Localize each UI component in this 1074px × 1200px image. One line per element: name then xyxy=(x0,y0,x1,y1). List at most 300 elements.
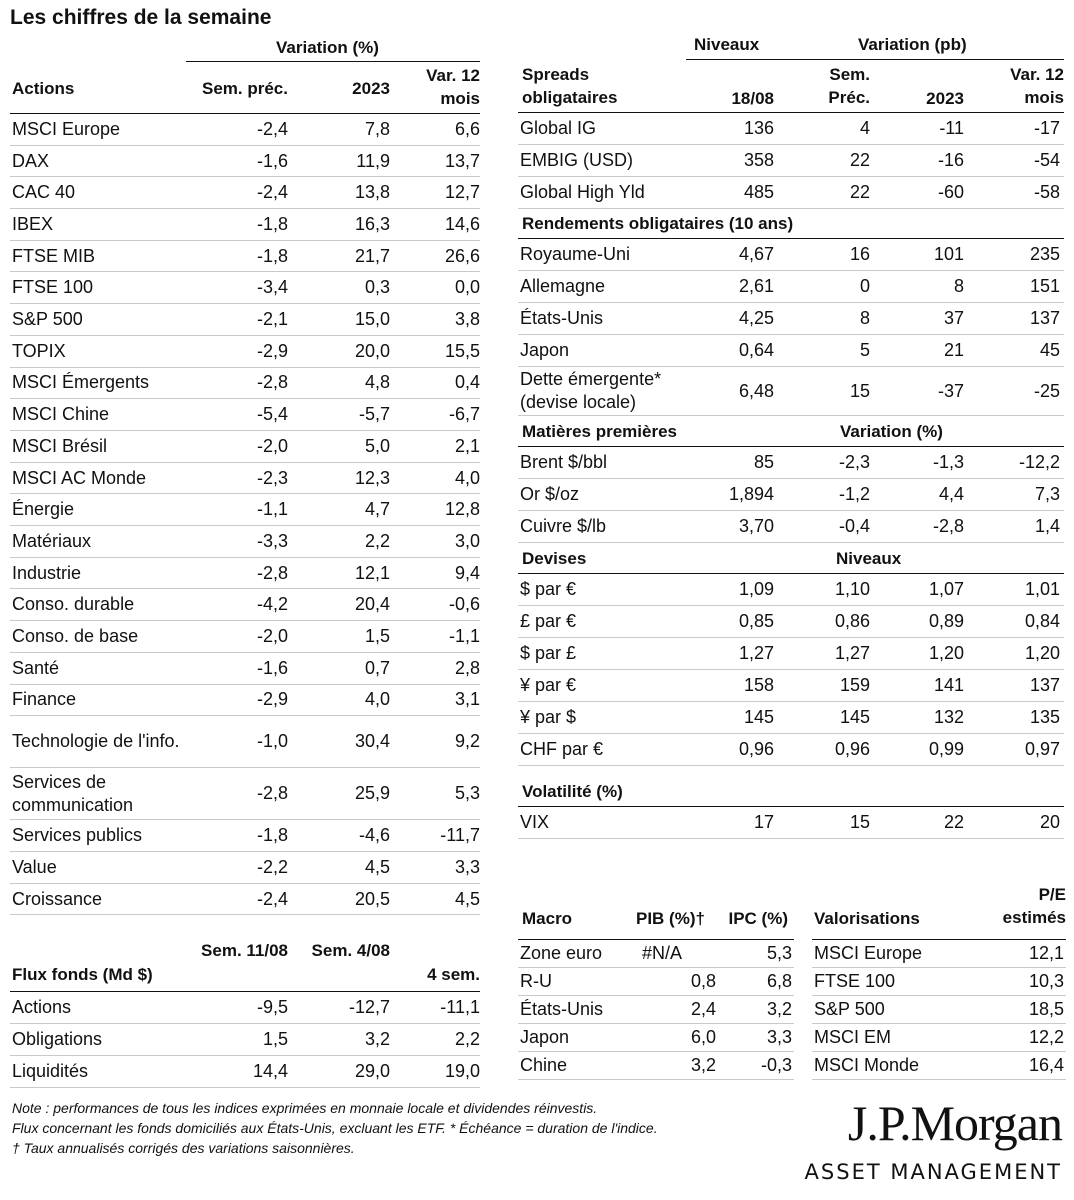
commodities-cell-ytd: 4,4 xyxy=(938,484,964,504)
equities-row xyxy=(10,820,480,852)
equities-cell-week: -1,8 xyxy=(256,213,288,234)
equities-cell-m12: -1,1 xyxy=(448,626,480,647)
commodities-cell-week: -1,2 xyxy=(838,484,870,504)
flows-cell-w2: -12,7 xyxy=(348,997,390,1017)
equities-cell-name: Énergie xyxy=(12,499,75,520)
equities-cell-week: -1,0 xyxy=(256,731,288,752)
yields-row xyxy=(518,239,1064,271)
equities-cell-m12: 12,8 xyxy=(444,499,480,520)
fx-cell-name: £ par € xyxy=(520,611,577,631)
equities-cell-name: DAX xyxy=(12,150,50,171)
valuations-cell-name: S&P 500 xyxy=(814,999,885,1019)
equities-cell-m12: 2,1 xyxy=(454,435,480,456)
vol-table xyxy=(518,807,1064,839)
yields-row xyxy=(518,335,1064,367)
equities-row xyxy=(10,768,480,820)
equities-cell-ytd: 0,3 xyxy=(364,277,390,298)
yields-cell-level: 4,25 xyxy=(738,308,774,328)
equities-cell-ytd: -5,7 xyxy=(358,404,390,425)
fx-row xyxy=(518,734,1064,766)
equities-cell-week: -2,3 xyxy=(256,467,288,488)
yields-cell-week: 15 xyxy=(849,380,870,401)
fx-cell-week: 0,86 xyxy=(834,611,870,631)
commodities-cell-level: 3,70 xyxy=(738,516,774,536)
vol-row xyxy=(518,807,1064,839)
flows-cell-w1: -9,5 xyxy=(256,997,288,1017)
fx-cell-m12: 137 xyxy=(1029,675,1060,695)
spreads-header-week: Sem. Préc. xyxy=(828,65,870,107)
flows-row xyxy=(10,1024,480,1056)
fx-cell-name: ¥ par € xyxy=(520,675,577,695)
fx-cell-week: 159 xyxy=(839,675,870,695)
yields-cell-m12: 45 xyxy=(1039,340,1060,360)
yields-cell-name: États-Unis xyxy=(520,308,604,328)
spreads-cell-name: EMBIG (USD) xyxy=(520,150,634,170)
equities-group-label: Variation (%) xyxy=(276,38,379,57)
equities-row xyxy=(10,241,480,273)
equities-cell-week: -2,9 xyxy=(256,689,288,710)
fx-levels: Niveaux xyxy=(836,549,902,568)
flows-cell-w4: 2,2 xyxy=(454,1029,480,1049)
macro-row xyxy=(518,996,794,1024)
equities-cell-name: MSCI Europe xyxy=(12,118,121,139)
fx-cell-week: 0,96 xyxy=(834,739,870,759)
equities-cell-ytd: 0,7 xyxy=(364,657,390,678)
macro-cell-cpi: 5,3 xyxy=(766,943,792,963)
macro-cell-gdp: 0,8 xyxy=(690,971,716,991)
equities-cell-m12: -6,7 xyxy=(448,404,480,425)
equities-cell-week: -2,0 xyxy=(256,435,288,456)
equities-cell-week: -2,2 xyxy=(256,856,288,877)
fx-cell-name: ¥ par $ xyxy=(520,707,577,727)
fx-table xyxy=(518,574,1064,766)
flows-header-name: Flux fonds (Md $) xyxy=(12,965,153,984)
vol-cell-name: VIX xyxy=(520,812,550,832)
spreads-row xyxy=(518,113,1064,145)
macro-cell-gdp: #N/A xyxy=(642,943,683,963)
equities-row xyxy=(10,399,480,431)
equities-cell-m12: 4,5 xyxy=(454,888,480,909)
macro-header-name: Macro xyxy=(522,909,573,928)
macro-cell-name: Japon xyxy=(520,1027,570,1047)
equities-cell-week: -2,8 xyxy=(256,562,288,583)
equities-cell-m12: 0,4 xyxy=(454,372,480,393)
yields-cell-ytd: 37 xyxy=(943,308,964,328)
macro-row xyxy=(518,940,794,968)
commodities-cell-name: Cuivre $/lb xyxy=(520,516,607,536)
valuations-cell-name: MSCI Monde xyxy=(814,1055,920,1075)
valuations-cell-name: MSCI Europe xyxy=(814,943,923,963)
commodities-cell-week: -2,3 xyxy=(838,452,870,472)
spreads-cell-ytd: -11 xyxy=(939,118,964,138)
flows-header-4w: 4 sem. xyxy=(427,965,480,984)
commodities-row xyxy=(518,479,1064,511)
equities-cell-ytd: 20,4 xyxy=(354,594,390,615)
equities-cell-week: -1,1 xyxy=(256,499,288,520)
equities-cell-ytd: 20,5 xyxy=(354,888,390,909)
yields-cell-name: Allemagne xyxy=(520,276,606,296)
flows-cell-w2: 3,2 xyxy=(364,1029,390,1049)
yields-cell-name: Dette émergente* (devise locale) xyxy=(520,369,662,412)
equities-row xyxy=(10,209,480,241)
equities-cell-m12: 4,0 xyxy=(454,467,480,488)
equities-cell-week: -2,4 xyxy=(256,118,288,139)
equities-cell-week: -1,6 xyxy=(256,150,288,171)
commodities-cell-week: -0,4 xyxy=(838,516,870,536)
page-title: Les chiffres de la semaine xyxy=(10,6,272,29)
flows-cell-w4: 19,0 xyxy=(444,1061,480,1081)
macro-header-cpi: IPC (%) xyxy=(728,909,788,928)
equities-row xyxy=(10,852,480,884)
equities-row xyxy=(10,431,480,463)
commodities-cell-ytd: -1,3 xyxy=(932,452,964,472)
vol-cell-ytd: 22 xyxy=(943,812,964,832)
equities-header-week: Sem. préc. xyxy=(202,79,288,98)
spreads-row xyxy=(518,177,1064,209)
equities-cell-week: -1,8 xyxy=(256,245,288,266)
equities-cell-week: -4,2 xyxy=(256,594,288,615)
equities-cell-name: Industrie xyxy=(12,562,82,583)
equities-cell-name: Conso. de base xyxy=(12,626,139,647)
yields-cell-ytd: -37 xyxy=(937,380,964,401)
equities-cell-ytd: 4,0 xyxy=(364,689,390,710)
equities-cell-m12: 9,4 xyxy=(454,562,480,583)
commodities-cell-m12: -12,2 xyxy=(1018,452,1060,472)
equities-cell-week: -3,3 xyxy=(256,530,288,551)
spreads-cell-m12: -58 xyxy=(1033,182,1060,202)
jpmorgan-logo-subtitle: ASSET MANAGEMENT xyxy=(804,1160,1062,1184)
macro-cell-cpi: 3,3 xyxy=(766,1027,792,1047)
equities-cell-ytd: 20,0 xyxy=(354,340,390,361)
equities-row xyxy=(10,621,480,653)
yields-cell-week: 0 xyxy=(859,276,870,296)
equities-cell-m12: -11,7 xyxy=(440,825,480,846)
equities-cell-name: TOPIX xyxy=(12,340,66,361)
fx-cell-week: 145 xyxy=(839,707,870,727)
macro-row xyxy=(518,968,794,996)
equities-row xyxy=(10,304,480,336)
yields-cell-week: 8 xyxy=(859,308,870,328)
spreads-cell-week: 4 xyxy=(859,118,870,138)
equities-row xyxy=(10,177,480,209)
yields-cell-m12: -25 xyxy=(1033,380,1060,401)
valuations-cell-name: FTSE 100 xyxy=(814,971,896,991)
macro-cell-cpi: 6,8 xyxy=(766,971,792,991)
commodities-row xyxy=(518,447,1064,479)
commodities-row xyxy=(518,511,1064,543)
fx-cell-level: 145 xyxy=(743,707,774,727)
commodities-cell-name: Brent $/bbl xyxy=(520,452,608,472)
yields-cell-level: 0,64 xyxy=(738,340,774,360)
valuations-row xyxy=(812,996,1066,1024)
equities-cell-m12: 3,8 xyxy=(454,309,480,330)
macro-header-gdp: PIB (%)† xyxy=(636,909,705,928)
spreads-cell-week: 22 xyxy=(849,150,870,170)
equities-cell-name: Croissance xyxy=(12,888,103,909)
equities-cell-week: -2,8 xyxy=(256,372,288,393)
equities-header-12m: Var. 12 mois xyxy=(426,66,480,108)
equities-cell-week: -2,0 xyxy=(256,626,288,647)
valuations-cell-pe: 10,3 xyxy=(1028,971,1064,991)
equities-cell-name: MSCI AC Monde xyxy=(12,467,147,488)
commodities-cell-level: 1,894 xyxy=(728,484,774,504)
equities-row xyxy=(10,368,480,400)
spreads-header-ytd: 2023 xyxy=(926,89,964,108)
equities-cell-ytd: 1,5 xyxy=(364,626,390,647)
flows-header-w2: Sem. 4/08 xyxy=(311,941,390,960)
macro-cell-gdp: 2,4 xyxy=(690,999,716,1019)
equities-cell-ytd: -4,6 xyxy=(358,825,390,846)
yields-row xyxy=(518,367,1064,416)
fx-cell-name: $ par € xyxy=(520,579,577,599)
spreads-cell-name: Global IG xyxy=(520,118,597,138)
equities-cell-week: -1,8 xyxy=(256,825,288,846)
equities-cell-m12: 26,6 xyxy=(444,245,480,266)
yields-cell-ytd: 21 xyxy=(943,340,964,360)
valuations-cell-name: MSCI EM xyxy=(814,1027,892,1047)
equities-cell-name: Conso. durable xyxy=(12,594,135,615)
fx-cell-ytd: 141 xyxy=(933,675,964,695)
equities-cell-m12: 3,1 xyxy=(454,689,480,710)
spreads-table xyxy=(518,113,1064,209)
equities-cell-m12: 2,8 xyxy=(454,657,480,678)
macro-cell-name: Zone euro xyxy=(520,943,603,963)
footnote-2: Flux concernant les fonds domiciliés aux États-Unis, excluant les ETF. * Échéance = duration de l'indice. xyxy=(12,1120,658,1136)
fx-cell-ytd: 132 xyxy=(933,707,964,727)
fx-cell-m12: 0,97 xyxy=(1024,739,1060,759)
equities-row xyxy=(10,526,480,558)
fx-cell-level: 0,96 xyxy=(738,739,774,759)
equities-cell-name: Santé xyxy=(12,657,60,678)
flows-cell-w1: 1,5 xyxy=(262,1029,288,1049)
flows-cell-w4: -11,1 xyxy=(440,997,480,1017)
vol-cell-m12: 20 xyxy=(1039,812,1060,832)
equities-cell-m12: 15,5 xyxy=(444,340,480,361)
equities-cell-m12: 13,7 xyxy=(444,150,480,171)
yields-cell-week: 5 xyxy=(859,340,870,360)
equities-cell-name: MSCI Chine xyxy=(12,404,110,425)
equities-cell-name: S&P 500 xyxy=(12,309,83,330)
yields-cell-ytd: 8 xyxy=(953,276,964,296)
equities-cell-name: MSCI Émergents xyxy=(12,372,150,393)
fx-cell-ytd: 1,07 xyxy=(928,579,964,599)
equities-row xyxy=(10,884,480,916)
commodities-cell-level: 85 xyxy=(753,452,774,472)
flows-row xyxy=(10,992,480,1024)
equities-cell-m12: 9,2 xyxy=(454,731,480,752)
valuations-row xyxy=(812,968,1066,996)
yields-cell-m12: 235 xyxy=(1029,244,1060,264)
fx-cell-level: 1,27 xyxy=(738,643,774,663)
fx-cell-m12: 0,84 xyxy=(1024,611,1060,631)
equities-row xyxy=(10,273,480,305)
yields-cell-ytd: 101 xyxy=(933,244,964,264)
equities-cell-ytd: 12,1 xyxy=(354,562,390,583)
valuations-row xyxy=(812,1024,1066,1052)
spreads-header-name: Spreads obligataires xyxy=(522,65,618,107)
equities-row xyxy=(10,114,480,146)
fx-cell-ytd: 1,20 xyxy=(928,643,964,663)
fx-row xyxy=(518,638,1064,670)
spreads-cell-level: 358 xyxy=(743,150,774,170)
equities-row xyxy=(10,590,480,622)
fx-cell-name: CHF par € xyxy=(520,739,604,759)
flows-header-w1: Sem. 11/08 xyxy=(201,941,288,960)
spreads-cell-ytd: -16 xyxy=(937,150,964,170)
vol-cell-level: 17 xyxy=(753,812,774,832)
equities-cell-week: -2,4 xyxy=(256,888,288,909)
equities-row xyxy=(10,494,480,526)
equities-header-name: Actions xyxy=(12,79,75,98)
equities-cell-ytd: 11,9 xyxy=(356,150,390,171)
equities-cell-name: Technologie de l'info. xyxy=(12,731,180,752)
equities-header-ytd: 2023 xyxy=(352,79,390,98)
fx-row xyxy=(518,574,1064,606)
valuations-cell-pe: 18,5 xyxy=(1028,999,1064,1019)
vol-title: Volatilité (%) xyxy=(522,782,623,801)
valuations-row xyxy=(812,1052,1066,1080)
macro-row xyxy=(518,1024,794,1052)
yields-cell-name: Japon xyxy=(520,340,570,360)
yields-row xyxy=(518,271,1064,303)
spreads-cell-ytd: -60 xyxy=(937,182,964,202)
fx-cell-m12: 135 xyxy=(1029,707,1060,727)
spreads-cell-name: Global High Yld xyxy=(520,182,645,202)
fx-cell-m12: 1,20 xyxy=(1024,643,1060,663)
spreads-header-level: 18/08 xyxy=(731,89,774,108)
flows-row xyxy=(10,1056,480,1088)
commodities-cell-ytd: -2,8 xyxy=(932,516,964,536)
macro-cell-cpi: -0,3 xyxy=(760,1055,792,1075)
yields-title: Rendements obligataires (10 ans) xyxy=(522,214,794,233)
equities-cell-m12: 3,0 xyxy=(454,530,480,551)
fx-cell-m12: 1,01 xyxy=(1024,579,1060,599)
spreads-cell-level: 136 xyxy=(743,118,774,138)
spreads-group-levels: Niveaux xyxy=(694,35,760,54)
macro-cell-name: Chine xyxy=(520,1055,568,1075)
equities-cell-name: IBEX xyxy=(12,213,54,234)
equities-row xyxy=(10,336,480,368)
equities-cell-name: Finance xyxy=(12,689,77,710)
equities-cell-ytd: 21,7 xyxy=(354,245,390,266)
fx-cell-name: $ par £ xyxy=(520,643,577,663)
equities-cell-ytd: 4,8 xyxy=(364,372,390,393)
jpmorgan-logo: J.P.Morgan xyxy=(847,1095,1062,1151)
valuations-row xyxy=(812,940,1066,968)
fx-cell-level: 158 xyxy=(743,675,774,695)
equities-cell-m12: 6,6 xyxy=(454,118,480,139)
equities-cell-ytd: 25,9 xyxy=(354,783,390,804)
fx-cell-ytd: 0,89 xyxy=(928,611,964,631)
flows-cell-name: Liquidités xyxy=(12,1061,89,1081)
fx-cell-level: 1,09 xyxy=(738,579,774,599)
equities-cell-name: MSCI Brésil xyxy=(12,435,108,456)
fx-cell-week: 1,27 xyxy=(834,643,870,663)
spreads-cell-level: 485 xyxy=(743,182,774,202)
equities-row xyxy=(10,463,480,495)
equities-cell-m12: 12,7 xyxy=(444,182,480,203)
footnote-1: Note : performances de tous les indices exprimées en monnaie locale et dividendes réinvestis. xyxy=(12,1100,598,1116)
valuations-header-pe: P/E estimés xyxy=(1002,885,1066,927)
equities-cell-name: Services de communication xyxy=(12,771,134,815)
fx-cell-week: 1,10 xyxy=(834,579,870,599)
commodities-title: Matières premières xyxy=(522,422,677,441)
equities-cell-week: -5,4 xyxy=(256,404,288,425)
commodities-table xyxy=(518,447,1064,543)
valuations-cell-pe: 16,4 xyxy=(1028,1055,1064,1075)
equities-cell-m12: -0,6 xyxy=(448,594,480,615)
spreads-row xyxy=(518,145,1064,177)
equities-group-rule xyxy=(186,61,480,62)
macro-row xyxy=(518,1052,794,1080)
macro-cell-name: États-Unis xyxy=(520,999,604,1019)
yields-row xyxy=(518,303,1064,335)
footnotes xyxy=(12,1098,752,1158)
flows-table xyxy=(10,992,480,1088)
equities-cell-ytd: 4,5 xyxy=(364,856,390,877)
flows-cell-w2: 29,0 xyxy=(354,1061,390,1081)
valuations-table xyxy=(812,940,1066,1080)
equities-row xyxy=(10,716,480,768)
equities-table xyxy=(10,114,480,911)
equities-cell-ytd: 4,7 xyxy=(364,499,390,520)
equities-cell-name: CAC 40 xyxy=(12,182,76,203)
equities-cell-name: Value xyxy=(12,856,57,877)
spreads-header-12m: Var. 12 mois xyxy=(1010,65,1064,107)
commodities-cell-m12: 1,4 xyxy=(1034,516,1060,536)
flows-cell-name: Obligations xyxy=(12,1029,103,1049)
spreads-cell-m12: -17 xyxy=(1033,118,1060,138)
equities-cell-week: -1,6 xyxy=(256,657,288,678)
commodities-cell-name: Or $/oz xyxy=(520,484,580,504)
macro-cell-gdp: 3,2 xyxy=(690,1055,716,1075)
equities-cell-name: Services publics xyxy=(12,825,143,846)
equities-cell-ytd: 15,0 xyxy=(354,309,390,330)
flows-cell-name: Actions xyxy=(12,997,72,1017)
macro-cell-name: R-U xyxy=(520,971,552,991)
macro-cell-cpi: 3,2 xyxy=(766,999,792,1019)
spreads-group-rule xyxy=(686,59,1064,60)
yields-cell-m12: 151 xyxy=(1029,276,1060,296)
fx-cell-ytd: 0,99 xyxy=(928,739,964,759)
flows-cell-w1: 14,4 xyxy=(252,1061,288,1081)
yields-cell-level: 4,67 xyxy=(738,244,774,264)
equities-cell-name: FTSE 100 xyxy=(12,277,94,298)
equities-cell-ytd: 5,0 xyxy=(364,435,390,456)
spreads-cell-week: 22 xyxy=(849,182,870,202)
commodities-variation: Variation (%) xyxy=(840,422,943,441)
equities-cell-ytd: 7,8 xyxy=(364,118,390,139)
yields-cell-level: 2,61 xyxy=(738,276,774,296)
equities-cell-ytd: 16,3 xyxy=(354,213,390,234)
fx-row xyxy=(518,702,1064,734)
spreads-cell-m12: -54 xyxy=(1033,150,1060,170)
equities-cell-name: Matériaux xyxy=(12,530,92,551)
equities-row xyxy=(10,685,480,717)
fx-row xyxy=(518,606,1064,638)
valuations-cell-pe: 12,1 xyxy=(1028,943,1064,963)
equities-cell-week: -2,8 xyxy=(256,783,288,804)
valuations-header-name: Valorisations xyxy=(814,909,920,928)
equities-cell-name: FTSE MIB xyxy=(12,245,96,266)
equities-cell-ytd: 12,3 xyxy=(354,467,390,488)
equities-row xyxy=(10,653,480,685)
yields-table xyxy=(518,239,1064,416)
macro-cell-gdp: 6,0 xyxy=(690,1027,716,1047)
footnote-3: † Taux annualisés corrigés des variations saisonnières. xyxy=(12,1140,355,1156)
yields-cell-week: 16 xyxy=(849,244,870,264)
fx-row xyxy=(518,670,1064,702)
